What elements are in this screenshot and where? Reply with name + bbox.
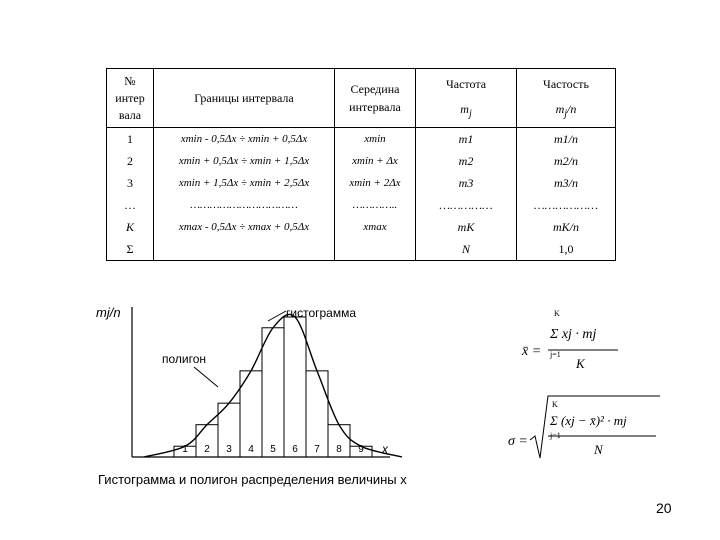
table-row-total (107, 238, 616, 261)
row-frequency: mK (416, 216, 517, 238)
header-number-line2: интер (115, 90, 145, 105)
row-bounds: xmin - 0,5Δx ÷ xmin + 0,5Δx (154, 128, 335, 151)
header-midpoint-line2: интервала (349, 100, 401, 114)
x-tick-label: 4 (248, 444, 254, 455)
table-row (107, 216, 616, 238)
row-number: 3 (107, 172, 154, 194)
histogram-chart (90, 295, 410, 475)
x-tick-label: 1 (182, 444, 188, 455)
header-frequency-label: Частота (445, 76, 487, 91)
table-header-row (107, 69, 616, 128)
formulas-block (490, 300, 690, 470)
x-tick-label: 6 (292, 444, 298, 455)
sigma-sum-top: K (552, 400, 558, 409)
histogram-bar (284, 317, 306, 457)
mean-lhs: x̄ = (522, 344, 542, 359)
header-relative-frequency-label: Частость (543, 76, 589, 91)
histogram-bar (262, 328, 284, 457)
row-relative-frequency: mK/n (517, 216, 616, 238)
sigma-sum-bottom: j=1 (550, 431, 561, 440)
interval-table (106, 68, 616, 261)
table-row (107, 194, 616, 216)
x-tick-label: 2 (204, 444, 210, 455)
sigma-lhs: σ = (508, 434, 528, 449)
row-number: K (107, 216, 154, 238)
y-axis-label: mj/n (96, 305, 121, 320)
mean-numerator: Σ xj · mj (550, 327, 597, 342)
row-relative-frequency: m2/n (517, 150, 616, 172)
row-frequency: m2 (416, 150, 517, 172)
figure-caption: Гистограмма и полигон распределения величины x (98, 472, 407, 487)
row-relative-frequency: m3/n (517, 172, 616, 194)
x-tick-label: 8 (336, 444, 342, 455)
row-relative-frequency: ……………… (517, 194, 616, 216)
row-bounds: xmax - 0,5Δx ÷ xmax + 0,5Δx (154, 216, 335, 238)
table-row (107, 128, 616, 151)
mean-denominator: K (576, 356, 585, 371)
mean-sum-top: K (554, 309, 560, 318)
row-bounds (154, 238, 335, 261)
table-row (107, 172, 616, 194)
header-number (107, 69, 154, 128)
header-relative-frequency-symbol: $m_j/n$ (555, 101, 577, 120)
row-number: … (107, 194, 154, 216)
header-relative-frequency (517, 69, 616, 128)
row-frequency: m3 (416, 172, 517, 194)
header-midpoint-line1: Середина (350, 82, 400, 96)
row-midpoint (335, 238, 416, 261)
row-relative-frequency: m1/n (517, 128, 616, 151)
row-number: Σ (107, 238, 154, 261)
header-midpoint (335, 69, 416, 128)
sigma-numerator: Σ (xj − x̄)² · mj (550, 413, 627, 428)
row-frequency: …………… (416, 194, 517, 216)
row-frequency: m1 (416, 128, 517, 151)
row-midpoint: xmin + Δx (335, 150, 416, 172)
mean-sum-bottom: j=1 (550, 350, 561, 359)
row-midpoint: ………….. (335, 194, 416, 216)
row-bounds: xmin + 0,5Δx ÷ xmin + 1,5Δx (154, 150, 335, 172)
header-frequency (416, 69, 517, 128)
row-number: 1 (107, 128, 154, 151)
sigma-denominator: N (594, 442, 603, 457)
table-row (107, 150, 616, 172)
row-midpoint: xmin (335, 128, 416, 151)
x-axis-label: x (382, 442, 388, 456)
header-number-line3: вала (118, 107, 142, 122)
polygon-annotation: полигон (162, 352, 207, 366)
row-relative-frequency: 1,0 (517, 238, 616, 261)
header-bounds: Границы интервала (154, 69, 335, 128)
row-bounds: xmin + 1,5Δx ÷ xmin + 2,5Δx (154, 172, 335, 194)
histogram-annotation: гистограмма (286, 306, 357, 320)
header-number-line1: № (124, 73, 136, 88)
polygon-pointer (194, 367, 218, 387)
row-frequency: N (416, 238, 517, 261)
x-tick-label: 9 (358, 444, 364, 455)
row-midpoint: xmin + 2Δx (335, 172, 416, 194)
row-number: 2 (107, 150, 154, 172)
header-frequency-symbol: $m_j$ (460, 101, 472, 120)
row-bounds: …………………………… (154, 194, 335, 216)
row-midpoint: xmax (335, 216, 416, 238)
polygon-curve (144, 314, 402, 457)
x-tick-label: 3 (226, 444, 232, 455)
x-tick-label: 7 (314, 444, 320, 455)
page-number: 20 (656, 500, 672, 516)
x-tick-label: 5 (270, 444, 276, 455)
